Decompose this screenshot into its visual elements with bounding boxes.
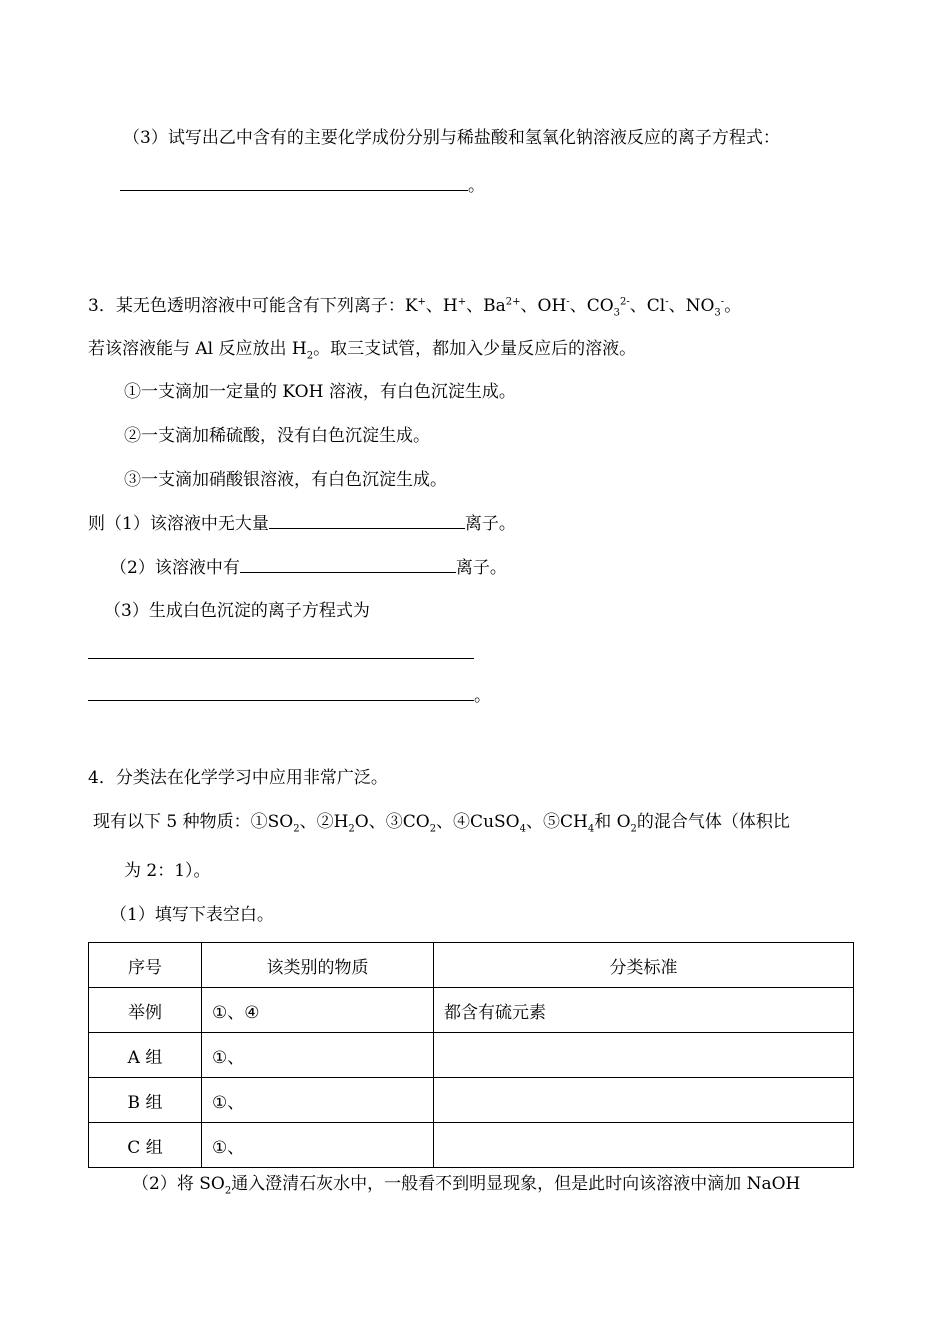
answer-blank[interactable] — [120, 174, 468, 191]
q4-part1: （1）填写下表空白。 — [110, 905, 274, 925]
q4-substances: 现有以下 5 种物质：$①SO_2$、$②H_2O$、$③CO_2$、④CuSO$_4$、$⑤CH_4$和 $O_2$的混合气体（体积比 — [93, 812, 790, 835]
table-cell: C 组 — [89, 1123, 202, 1168]
q3-intro: 3．某无色透明溶液中可能含有下列离子：K+、H+、$Ba^{2+}$、OH-、$CO_3^{2-}$、Cl-、$NO_3^-$。 — [88, 296, 742, 319]
table-header: 序号 — [89, 943, 202, 988]
table-cell[interactable] — [434, 1078, 854, 1123]
answer-blank[interactable] — [269, 512, 465, 529]
table-row — [89, 1033, 854, 1078]
table-header-row — [89, 943, 854, 988]
answer-line[interactable] — [88, 658, 474, 659]
table-cell: A 组 — [89, 1033, 202, 1078]
period: 。 — [468, 176, 485, 196]
q4-part2: （2）将 $SO_2$通入澄清石灰水中，一般看不到明显现象，但是此时向该溶液中滴加 NaOH — [132, 1174, 801, 1197]
q4-title: 4．分类法在化学学习中应用非常广泛。 — [88, 768, 388, 788]
table-cell[interactable] — [434, 1123, 854, 1168]
q3-ask3: （3）生成白色沉淀的离子方程式为 — [104, 601, 370, 621]
table-cell[interactable]: ①、 — [202, 1078, 434, 1123]
q3-condition: 若该溶液能与 Al 反应放出 $H_2$。取三支试管，都加入少量反应后的溶液。 — [88, 339, 637, 362]
table-row — [89, 1078, 854, 1123]
table-row — [89, 988, 854, 1033]
table-cell: 举例 — [89, 988, 202, 1033]
table-cell[interactable]: ①、 — [202, 1123, 434, 1168]
q3-step2: ②一支滴加稀硫酸，没有白色沉淀生成。 — [124, 426, 430, 446]
table-header: 该类别的物质 — [202, 943, 434, 988]
q4-ratio: 为 2：1）。 — [124, 861, 211, 881]
q2-part3-text: （3）试写出乙中含有的主要化学成份分别与稀盐酸和氢氧化钠溶液反应的离子方程式： — [123, 128, 780, 148]
classification-table — [88, 942, 854, 1168]
table-cell: B 组 — [89, 1078, 202, 1123]
table-cell: 都含有硫元素 — [434, 988, 854, 1033]
q3-ask2: （2）该溶液中有 离子。 — [110, 558, 507, 578]
table-cell: ①、④ — [202, 988, 434, 1033]
table-row — [89, 1123, 854, 1168]
answer-blank[interactable] — [88, 684, 474, 701]
answer-blank[interactable] — [240, 556, 456, 573]
table-cell[interactable]: ①、 — [202, 1033, 434, 1078]
table-cell[interactable] — [434, 1033, 854, 1078]
q3-step1: ①一支滴加一定量的 KOH 溶液，有白色沉淀生成。 — [124, 382, 516, 402]
q3-step3: ③一支滴加硝酸银溶液，有白色沉淀生成。 — [124, 470, 447, 490]
q3-answer-line2: 。 — [88, 684, 491, 707]
q3-ask1: 则（1）该溶液中无大量 离子。 — [88, 514, 516, 534]
table-header: 分类标准 — [434, 943, 854, 988]
q2-part3-answer-line — [120, 174, 485, 197]
